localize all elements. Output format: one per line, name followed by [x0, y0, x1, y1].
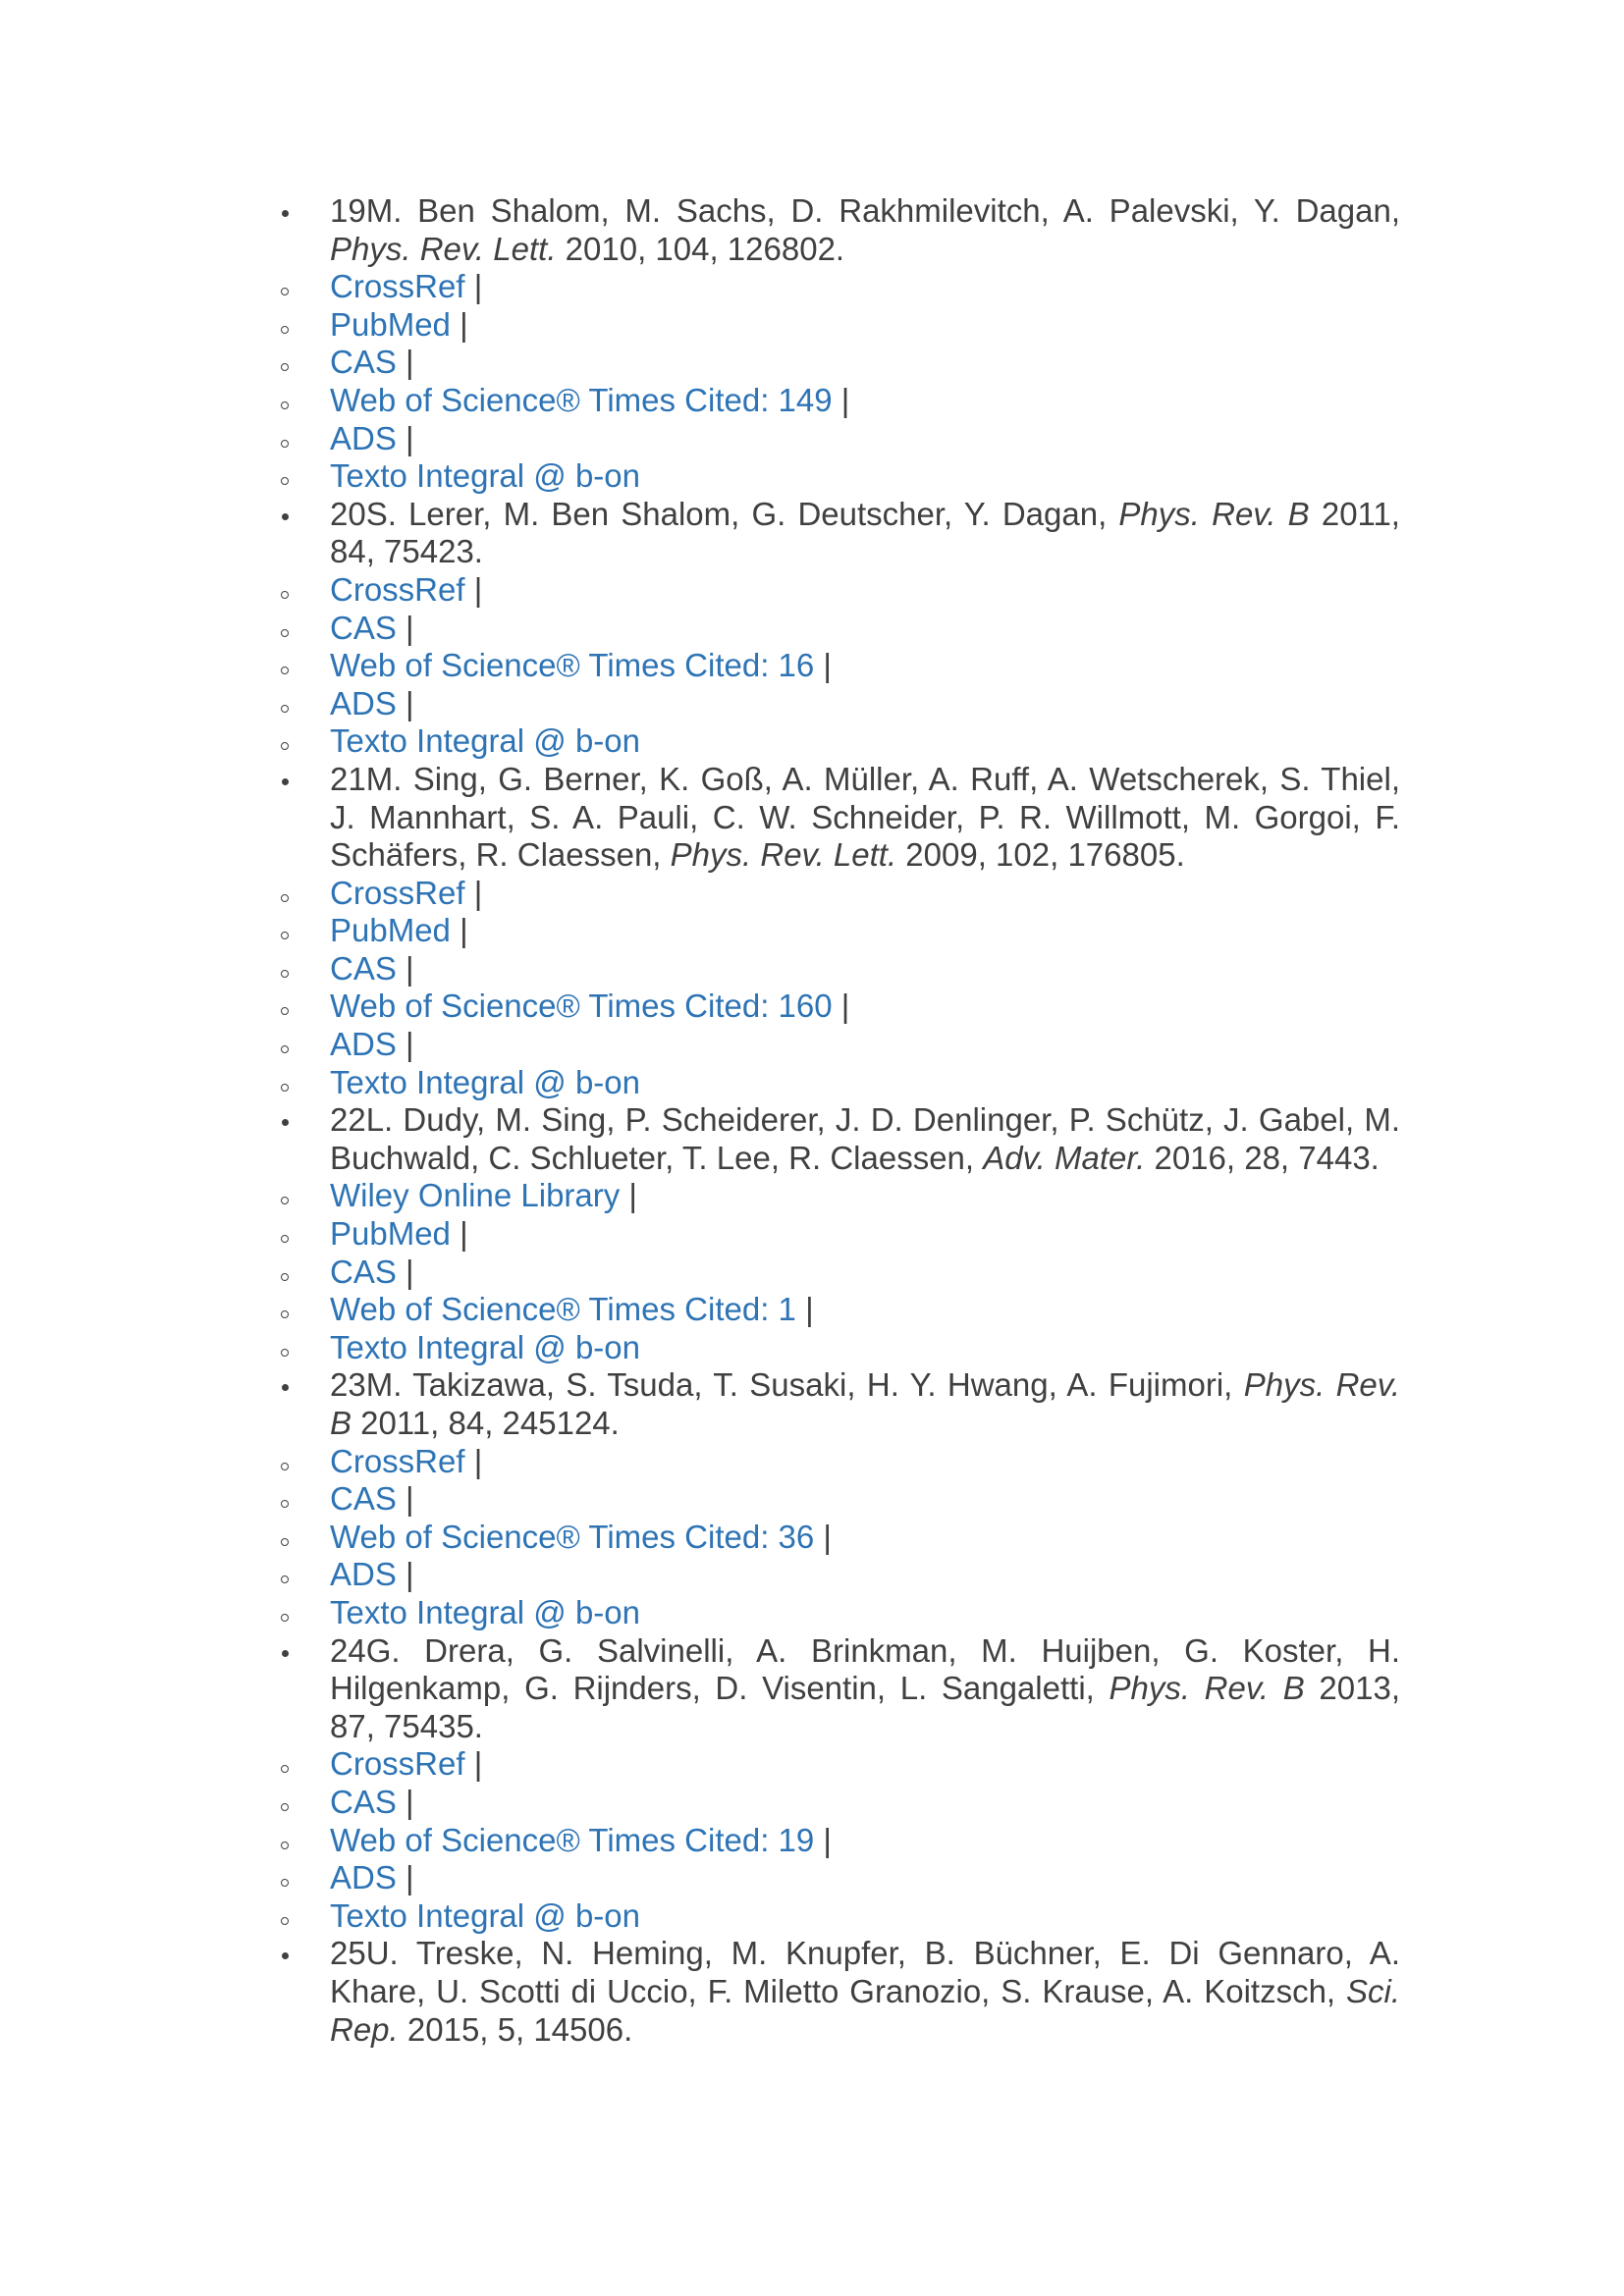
citation-text: 2016, 28, 7443.	[1145, 1139, 1380, 1176]
circle-bullet-icon	[281, 1822, 300, 1860]
bullet-icon	[281, 761, 300, 799]
link-separator: |	[396, 1253, 414, 1290]
reference-link-item	[281, 1254, 1400, 1292]
journal-name: Phys. Rev. B	[1109, 1670, 1305, 1707]
reference-link[interactable]: ADS	[330, 1556, 397, 1593]
reference-link[interactable]: CAS	[330, 609, 397, 646]
circle-bullet-icon	[281, 1443, 300, 1481]
reference-link[interactable]: CAS	[330, 344, 397, 381]
reference-link[interactable]: Texto Integral @ b-on	[330, 722, 640, 760]
reference-link-item	[281, 685, 1400, 723]
circle-bullet-icon	[281, 306, 300, 345]
bullet-icon	[281, 496, 300, 534]
link-separator: |	[620, 1177, 638, 1214]
link-separator: |	[832, 988, 850, 1025]
journal-name: Sci. Rep.	[330, 1972, 1400, 2048]
link-separator: |	[464, 874, 483, 911]
circle-bullet-icon	[281, 1026, 300, 1064]
journal-name: Adv. Mater.	[983, 1139, 1146, 1176]
reference-link[interactable]: PubMed	[330, 1215, 451, 1253]
journal-name: Phys. Rev. B	[330, 1366, 1400, 1441]
link-separator: |	[814, 1821, 833, 1858]
link-separator: |	[396, 1480, 414, 1518]
link-separator: |	[396, 344, 414, 381]
reference-citation	[281, 1935, 1400, 2049]
reference-link[interactable]: PubMed	[330, 305, 451, 343]
citation-text: 2013, 87, 75435.	[330, 1670, 1401, 1744]
link-separator: |	[396, 1026, 414, 1063]
bullet-icon	[281, 1632, 300, 1671]
circle-bullet-icon	[281, 1859, 300, 1897]
reference-link-item	[281, 988, 1400, 1026]
reference-link-item	[281, 1215, 1400, 1254]
circle-bullet-icon	[281, 1556, 300, 1594]
citation-text: 25U. Treske, N. Heming, M. Knupfer, B. Büchner, E. Di Gennaro, A. Khare, U. Scotti di Uccio, F. Miletto Granozio, S. Krause, A. Koitzsch,	[330, 1935, 1400, 2009]
reference-link[interactable]: Web of Science® Times Cited: 19	[330, 1821, 815, 1858]
reference-link[interactable]: CAS	[330, 1783, 397, 1820]
citation-text: 2010, 104, 126802.	[556, 230, 845, 267]
circle-bullet-icon	[281, 988, 300, 1026]
reference-link-item	[281, 1064, 1400, 1102]
circle-bullet-icon	[281, 1594, 300, 1632]
circle-bullet-icon	[281, 382, 300, 420]
reference-link[interactable]: Texto Integral @ b-on	[330, 1063, 640, 1100]
reference-link[interactable]: Web of Science® Times Cited: 36	[330, 1518, 815, 1555]
reference-link[interactable]: CrossRef	[330, 874, 465, 911]
circle-bullet-icon	[281, 457, 300, 496]
circle-bullet-icon	[281, 571, 300, 610]
reference-link[interactable]: ADS	[330, 419, 397, 456]
link-separator: |	[795, 1291, 814, 1328]
link-separator: |	[832, 381, 850, 418]
link-separator: |	[464, 570, 483, 608]
reference-link[interactable]: CAS	[330, 1253, 397, 1290]
link-separator: |	[464, 1442, 483, 1479]
reference-link-item	[281, 610, 1400, 648]
citation-text: 19M. Ben Shalom, M. Sachs, D. Rakhmilevitch, A. Palevski, Y. Dagan,	[330, 192, 1400, 229]
circle-bullet-icon	[281, 420, 300, 458]
reference-link-item	[281, 1745, 1400, 1784]
link-separator: |	[396, 419, 414, 456]
journal-name: Phys. Rev. Lett.	[670, 836, 897, 874]
bullet-icon	[281, 1935, 300, 1973]
reference-link-item	[281, 268, 1400, 306]
circle-bullet-icon	[281, 1254, 300, 1292]
reference-link-item	[281, 420, 1400, 458]
citation-text: 2011, 84, 75423.	[330, 495, 1400, 570]
reference-link[interactable]: CAS	[330, 1480, 397, 1518]
reference-citation	[281, 1101, 1400, 1177]
link-separator: |	[464, 268, 483, 305]
citation-text: 23M. Takizawa, S. Tsuda, T. Susaki, H. Y. Hwang, A. Fujimori,	[330, 1366, 1244, 1404]
citation-text: 21M. Sing, G. Berner, K. Goß, A. Müller, A. Ruff, A. Wetscherek, S. Thiel, J. Mannhart, S. A. Pauli, C. W. Schneider, P. R. Willmott, M. Gorgoi, F. Schäfers, R. Claessen,	[330, 760, 1400, 874]
link-separator: |	[396, 1859, 414, 1896]
reference-link[interactable]: Texto Integral @ b-on	[330, 1593, 640, 1630]
link-separator: |	[396, 1556, 414, 1593]
reference-link-item	[281, 1519, 1400, 1557]
reference-link-item	[281, 1291, 1400, 1329]
reference-link-item	[281, 1859, 1400, 1897]
journal-name: Phys. Rev. B	[1118, 495, 1310, 532]
reference-citation	[281, 496, 1400, 571]
reference-link-item	[281, 344, 1400, 382]
reference-link[interactable]: Web of Science® Times Cited: 1	[330, 1291, 796, 1328]
reference-link[interactable]: Web of Science® Times Cited: 149	[330, 381, 833, 418]
citation-text: 2015, 5, 14506.	[398, 2010, 633, 2048]
reference-link-item	[281, 1784, 1400, 1822]
reference-link-item	[281, 1480, 1400, 1519]
reference-link-item	[281, 1822, 1400, 1860]
reference-link-item	[281, 306, 1400, 345]
reference-link-item	[281, 457, 1400, 496]
circle-bullet-icon	[281, 950, 300, 988]
circle-bullet-icon	[281, 344, 300, 382]
link-separator: |	[396, 684, 414, 721]
reference-link-item	[281, 950, 1400, 988]
reference-link[interactable]: ADS	[330, 684, 397, 721]
citation-text: 2009, 102, 176805.	[896, 836, 1185, 874]
reference-link[interactable]: Web of Science® Times Cited: 16	[330, 647, 815, 684]
reference-link[interactable]: CAS	[330, 949, 397, 987]
reference-list	[281, 192, 1400, 2049]
bullet-icon	[281, 1101, 300, 1140]
circle-bullet-icon	[281, 647, 300, 685]
circle-bullet-icon	[281, 1215, 300, 1254]
circle-bullet-icon	[281, 875, 300, 913]
reference-link-item	[281, 722, 1400, 761]
reference-link-item	[281, 571, 1400, 610]
link-separator: |	[396, 1783, 414, 1820]
circle-bullet-icon	[281, 1897, 300, 1936]
link-separator: |	[450, 1215, 468, 1253]
reference-link[interactable]: Texto Integral @ b-on	[330, 1896, 640, 1934]
circle-bullet-icon	[281, 1519, 300, 1557]
reference-link-item	[281, 1443, 1400, 1481]
reference-link[interactable]: ADS	[330, 1859, 397, 1896]
citation-text: 24G. Drera, G. Salvinelli, A. Brinkman, M. Huijben, G. Koster, H. Hilgenkamp, G. Rijnders, D. Visentin, L. Sangaletti,	[330, 1631, 1400, 1707]
link-separator: |	[396, 609, 414, 646]
reference-link[interactable]: ADS	[330, 1026, 397, 1063]
circle-bullet-icon	[281, 610, 300, 648]
circle-bullet-icon	[281, 1784, 300, 1822]
reference-link[interactable]: CrossRef	[330, 1442, 465, 1479]
citation-text: 22L. Dudy, M. Sing, P. Scheiderer, J. D. Denlinger, P. Schütz, J. Gabel, M. Buchwald, C. Schlueter, T. Lee, R. Claessen,	[330, 1101, 1400, 1176]
link-separator: |	[450, 912, 468, 949]
journal-name: Phys. Rev. Lett.	[330, 230, 557, 267]
reference-link-item	[281, 1594, 1400, 1632]
reference-link[interactable]: CrossRef	[330, 570, 465, 608]
reference-link-item	[281, 1556, 1400, 1594]
link-separator: |	[464, 1745, 483, 1783]
circle-bullet-icon	[281, 1745, 300, 1784]
circle-bullet-icon	[281, 1329, 300, 1367]
reference-link[interactable]: Texto Integral @ b-on	[330, 457, 640, 495]
reference-link[interactable]: CrossRef	[330, 1745, 465, 1783]
link-separator: |	[396, 949, 414, 987]
link-separator: |	[450, 305, 468, 343]
reference-link[interactable]: Wiley Online Library	[330, 1177, 621, 1214]
reference-link[interactable]: CrossRef	[330, 268, 465, 305]
reference-link-item	[281, 875, 1400, 913]
reference-link-item	[281, 1329, 1400, 1367]
link-separator: |	[814, 1518, 833, 1555]
bullet-icon	[281, 192, 300, 231]
circle-bullet-icon	[281, 268, 300, 306]
reference-link[interactable]: Texto Integral @ b-on	[330, 1328, 640, 1365]
circle-bullet-icon	[281, 722, 300, 761]
circle-bullet-icon	[281, 1291, 300, 1329]
link-separator: |	[814, 647, 833, 684]
reference-citation	[281, 1632, 1400, 1746]
reference-link-item	[281, 1026, 1400, 1064]
bullet-icon	[281, 1366, 300, 1405]
reference-citation	[281, 761, 1400, 875]
circle-bullet-icon	[281, 1064, 300, 1102]
reference-citation	[281, 192, 1400, 268]
reference-link-item	[281, 1177, 1400, 1215]
circle-bullet-icon	[281, 1177, 300, 1215]
circle-bullet-icon	[281, 912, 300, 950]
reference-link-item	[281, 1897, 1400, 1936]
reference-link-item	[281, 382, 1400, 420]
reference-link[interactable]: Web of Science® Times Cited: 160	[330, 988, 833, 1025]
reference-link-item	[281, 912, 1400, 950]
circle-bullet-icon	[281, 1480, 300, 1519]
reference-citation	[281, 1366, 1400, 1442]
citation-text: 20S. Lerer, M. Ben Shalom, G. Deutscher, Y. Dagan,	[330, 495, 1119, 532]
circle-bullet-icon	[281, 685, 300, 723]
reference-link-item	[281, 647, 1400, 685]
reference-link[interactable]: PubMed	[330, 912, 451, 949]
citation-text: 2011, 84, 245124.	[352, 1405, 620, 1441]
